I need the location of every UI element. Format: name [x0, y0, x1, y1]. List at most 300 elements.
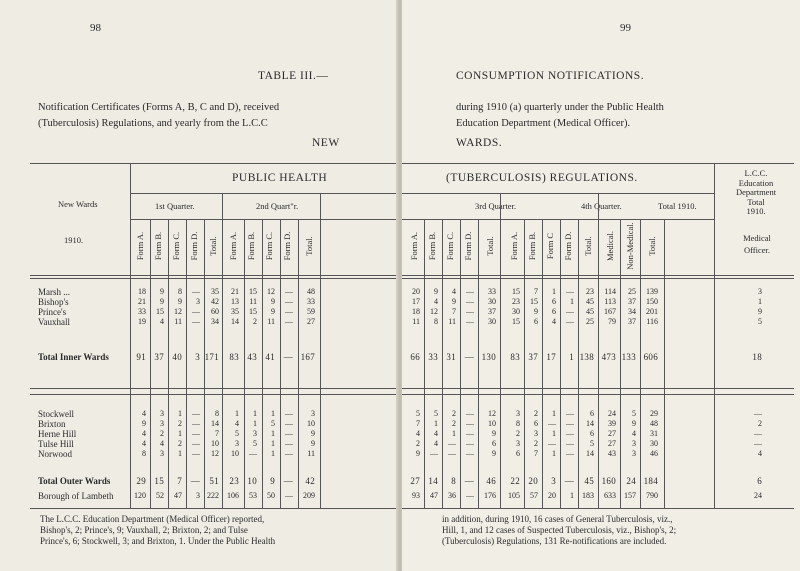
outer-ward-row-cell: 4: [434, 429, 438, 438]
outer-total-row-cell: 29: [136, 476, 146, 486]
outer-ward-row-cell: 4: [142, 429, 146, 438]
outer-ward-row-cell: —: [285, 449, 293, 458]
outer-ward-row-cell: 1: [434, 419, 438, 428]
inner-ward-row-cell: 4: [452, 287, 456, 296]
outer-total-row-cell: 160: [601, 476, 616, 486]
header-q2: 2nd Quart"r.: [256, 201, 299, 211]
inner-ward-row-cell: 59: [307, 307, 315, 316]
column-rule: [262, 219, 263, 508]
borough-row-cell: 57: [530, 491, 538, 500]
inner-ward-row-cell: 9: [178, 297, 182, 306]
inner-ward-row-cell: 12: [174, 307, 182, 316]
inner-ward-row-cell: 201: [646, 307, 658, 316]
inner-ward-row-cell: 21: [231, 287, 239, 296]
table-title: TABLE III.—: [258, 70, 329, 82]
inner-ward-row-cell: 14: [231, 317, 239, 326]
borough-row-cell: 106: [227, 491, 239, 500]
outer-ward-row-cell: 4: [632, 429, 636, 438]
inner-ward-row-cell: 15: [249, 287, 257, 296]
borough-row-cell: 105: [508, 491, 520, 500]
outer-ward-row-cell: —: [285, 439, 293, 448]
column-header-right-7: Form C: [545, 232, 555, 260]
inner-ward-row-cell: 37: [488, 307, 496, 316]
inner-ward-row-label: Prince's: [38, 307, 67, 317]
borough-row-cell: 47: [174, 491, 182, 500]
outer-ward-row-cell: 1: [552, 449, 556, 458]
inner-total-row-cell: 17: [546, 352, 556, 362]
outer-ward-row-cell: 3: [235, 439, 239, 448]
inner-ward-row-cell: 30: [488, 297, 496, 306]
inner-total-row-cell: 33: [428, 352, 438, 362]
right-intro-line-1: during 1910 (a) quarterly under the Public Health: [456, 102, 664, 113]
outer-ward-row-cell: 12: [488, 409, 496, 418]
outer-ward-row-cell: 4: [160, 439, 164, 448]
header-regulations: (TUBERCULOSIS) REGULATIONS.: [446, 172, 638, 184]
borough-row-cell: 36: [448, 491, 456, 500]
inner-ward-row-cell: 42: [211, 297, 219, 306]
outer-ward-row-cell: 8: [516, 419, 520, 428]
outer-ward-row-cell: 7: [416, 419, 420, 428]
inner-ward-row-cell: 30: [512, 307, 520, 316]
inner-ward-row-cell: 9: [434, 287, 438, 296]
column-rule: [560, 219, 561, 508]
outer-ward-row-cell: 12: [211, 449, 219, 458]
inner-total-row-cell: 171: [204, 352, 219, 362]
column-rule: [186, 219, 187, 508]
footnote-left-2: Bishop's, 2; Prince's, 9; Vauxhall, 2; Brixton, 2; and Tulse: [40, 525, 248, 535]
inner-ward-row-cell: —: [566, 317, 574, 326]
outer-total-row-cell: 24: [626, 476, 636, 486]
outer-ward-row-cell: 2: [516, 429, 520, 438]
inner-ward-row-cell: —: [192, 287, 200, 296]
outer-ward-row-cell: 3: [516, 409, 520, 418]
outer-ward-row-cell: 5: [253, 439, 257, 448]
outer-ward-row-cell: 31: [650, 429, 658, 438]
borough-row-cell: 20: [548, 491, 556, 500]
inner-ward-row-cell: —: [566, 307, 574, 316]
column-header-right-2: Form C.: [445, 231, 455, 261]
inner-ward-row-cell: 79: [608, 317, 616, 326]
outer-ward-row-cell: 1: [178, 429, 182, 438]
header-q1: 1st Quarter.: [155, 201, 195, 211]
borough-row-cell: 52: [156, 491, 164, 500]
footnote-right-3: (Tuberculosis) Regulations, 131 Re-notifications are included.: [442, 536, 667, 546]
borough-row-cell: 120: [134, 491, 146, 500]
column-header-right-10: Medical.: [605, 231, 615, 261]
outer-ward-row-cell: —: [448, 449, 456, 458]
column-rule: [524, 219, 525, 508]
column-rule: [204, 219, 205, 508]
outer-total-row-cell: 15: [154, 476, 164, 486]
column-rule: [598, 193, 599, 508]
inner-ward-row-cell: —: [466, 287, 474, 296]
outer-total-row-cell: 184: [643, 476, 658, 486]
outer-ward-row-cell: 48: [650, 419, 658, 428]
inner-ward-row-cell: 139: [646, 287, 658, 296]
borough-row-cell: 790: [646, 491, 658, 500]
outer-ward-row-cell: 9: [311, 439, 315, 448]
inner-total-row-cell: 83: [229, 352, 239, 362]
inner-ward-row-cell: 1: [552, 287, 556, 296]
outer-ward-row-cell: —: [566, 449, 574, 458]
inner-total-row-cell: 66: [410, 352, 420, 362]
inner-ward-row-cell: 19: [138, 317, 146, 326]
inner-total-row-cell: 18: [752, 352, 762, 362]
outer-total-row-cell: 14: [428, 476, 438, 486]
inner-ward-row-cell: 1: [758, 297, 762, 306]
column-header-right-8: Form D.: [563, 231, 573, 261]
outer-ward-row-cell: 4: [142, 439, 146, 448]
borough-row-cell: 222: [207, 491, 219, 500]
column-rule: [424, 219, 425, 508]
inner-ward-row-cell: 12: [267, 287, 275, 296]
outer-ward-row-label: Herne Hill: [38, 429, 77, 439]
inner-total-row-cell: 3: [195, 352, 200, 362]
outer-ward-row-cell: 9: [311, 429, 315, 438]
outer-total-row-cell: 10: [247, 476, 257, 486]
inner-total-row-cell: 130: [481, 352, 496, 362]
inner-total-row-cell: 37: [528, 352, 538, 362]
inner-ward-row-cell: 3: [758, 287, 762, 296]
column-header-right-11: Non-Medical.: [625, 222, 635, 270]
outer-ward-row-cell: 9: [492, 429, 496, 438]
outer-ward-row-cell: 7: [215, 429, 219, 438]
column-header-left-3: Form D.: [189, 231, 199, 261]
inner-ward-row-cell: 6: [534, 317, 538, 326]
column-header-right-12: Total.: [647, 236, 657, 256]
outer-ward-row-cell: —: [566, 429, 574, 438]
outer-total-row-cell: 22: [510, 476, 520, 486]
outer-ward-row-cell: 8: [142, 449, 146, 458]
inner-ward-row-cell: 11: [249, 297, 257, 306]
inner-total-row-cell: 167: [300, 352, 315, 362]
inner-ward-row-cell: —: [285, 307, 293, 316]
column-header-left-2: Form C.: [171, 231, 181, 261]
inner-ward-row-cell: 45: [586, 307, 594, 316]
outer-ward-row-cell: 1: [271, 449, 275, 458]
outer-ward-row-cell: 3: [160, 419, 164, 428]
outer-ward-row-cell: 6: [492, 439, 496, 448]
outer-ward-row-cell: 46: [650, 449, 658, 458]
outer-ward-row-cell: —: [466, 429, 474, 438]
borough-row-cell: 24: [754, 491, 762, 500]
footnote-right-1: in addition, during 1910, 16 cases of General Tuberculosis, viz.,: [442, 514, 673, 524]
borough-row-cell: 93: [412, 491, 420, 500]
outer-ward-row-cell: 5: [434, 409, 438, 418]
outer-ward-row-cell: 2: [534, 439, 538, 448]
inner-ward-row-cell: —: [285, 287, 293, 296]
inner-ward-row-label: Marsh ...: [38, 287, 70, 297]
inner-ward-row-cell: 35: [231, 307, 239, 316]
outer-ward-row-cell: —: [192, 409, 200, 418]
inner-ward-row-cell: 4: [552, 317, 556, 326]
inner-ward-row-cell: 25: [628, 287, 636, 296]
outer-ward-row-cell: 3: [632, 449, 636, 458]
outer-ward-row-cell: 3: [160, 449, 164, 458]
inner-ward-row-cell: 15: [512, 287, 520, 296]
outer-ward-row-cell: —: [566, 439, 574, 448]
inner-total-row-cell: 606: [643, 352, 658, 362]
footnote-left-1: The L.C.C. Education Department (Medical Officer) reported,: [40, 514, 265, 524]
inner-ward-row-cell: 9: [160, 297, 164, 306]
inner-ward-row-cell: 113: [604, 297, 616, 306]
inner-total-row-cell: —: [283, 352, 293, 362]
outer-ward-row-label: Brixton: [38, 419, 66, 429]
borough-row-cell: —: [466, 491, 474, 500]
new-label: NEW: [312, 137, 340, 149]
column-header-left-4: Total.: [208, 236, 218, 256]
outer-ward-row-cell: 2: [452, 419, 456, 428]
inner-ward-row-cell: 13: [231, 297, 239, 306]
left-page: [0, 0, 398, 571]
outer-ward-row-cell: 6: [534, 419, 538, 428]
page-number-right: 99: [620, 22, 631, 34]
outer-ward-row-cell: 7: [534, 449, 538, 458]
outer-ward-row-cell: —: [566, 419, 574, 428]
outer-total-row-cell: 27: [410, 476, 420, 486]
wards-label: WARDS.: [456, 137, 503, 149]
outer-ward-row-cell: 1: [552, 429, 556, 438]
column-rule: [150, 219, 151, 508]
inner-total-row-cell: —: [464, 352, 474, 362]
outer-ward-row-cell: 3: [516, 439, 520, 448]
outer-ward-row-cell: —: [466, 439, 474, 448]
outer-total-row-cell: 46: [486, 476, 496, 486]
outer-ward-row-cell: 1: [271, 409, 275, 418]
inner-ward-row-cell: 37: [628, 297, 636, 306]
outer-ward-row-label: Stockwell: [38, 409, 74, 419]
outer-ward-row-cell: 24: [608, 409, 616, 418]
inner-ward-row-cell: 4: [434, 297, 438, 306]
outer-ward-row-cell: 29: [650, 409, 658, 418]
outer-ward-row-cell: —: [548, 439, 556, 448]
outer-ward-row-cell: 9: [492, 449, 496, 458]
outer-ward-row-cell: 1: [452, 429, 456, 438]
column-header-right-0: Form A.: [409, 231, 419, 261]
column-header-right-3: Form D.: [463, 231, 473, 261]
borough-row-cell: 176: [484, 491, 496, 500]
inner-total-row-cell: 41: [265, 352, 275, 362]
outer-ward-row-cell: —: [430, 449, 438, 458]
inner-ward-row-cell: 12: [430, 307, 438, 316]
inner-ward-row-cell: 6: [552, 307, 556, 316]
header-q3: 3rd Quarter.: [475, 201, 517, 211]
outer-ward-row-cell: 14: [586, 419, 594, 428]
inner-ward-row-cell: 7: [534, 287, 538, 296]
inner-ward-row-cell: 3: [196, 297, 200, 306]
column-rule: [500, 193, 501, 508]
inner-ward-row-cell: 15: [512, 317, 520, 326]
outer-total-row-cell: 20: [528, 476, 538, 486]
inner-total-row-label: Total Inner Wards: [38, 352, 109, 362]
inner-ward-row-cell: 11: [412, 317, 420, 326]
outer-ward-row-cell: —: [192, 429, 200, 438]
outer-ward-row-cell: —: [285, 429, 293, 438]
header-year: 1910.: [64, 235, 84, 245]
outer-ward-row-cell: 2: [758, 419, 762, 428]
outer-ward-row-cell: 3: [160, 409, 164, 418]
outer-ward-row-cell: 6: [590, 409, 594, 418]
inner-total-row-cell: 133: [621, 352, 636, 362]
inner-ward-row-cell: 8: [178, 287, 182, 296]
inner-ward-row-cell: 48: [307, 287, 315, 296]
inner-ward-row-cell: 27: [307, 317, 315, 326]
outer-ward-row-cell: —: [466, 419, 474, 428]
outer-ward-row-cell: —: [285, 419, 293, 428]
inner-total-row-cell: 31: [446, 352, 456, 362]
outer-ward-row-label: Tulse Hill: [38, 439, 74, 449]
column-rule: [244, 219, 245, 508]
outer-ward-row-cell: 6: [590, 429, 594, 438]
inner-ward-row-cell: 18: [412, 307, 420, 316]
right-page: [402, 0, 800, 571]
column-rule: [478, 219, 479, 508]
inner-ward-row-label: Bishop's: [38, 297, 69, 307]
inner-ward-row-cell: 23: [586, 287, 594, 296]
borough-row-cell: 47: [430, 491, 438, 500]
header-new-wards: New Wards: [58, 199, 98, 209]
header-public-health: PUBLIC HEALTH: [232, 172, 328, 184]
outer-ward-row-cell: 39: [608, 419, 616, 428]
outer-ward-row-cell: —: [249, 449, 257, 458]
outer-ward-row-cell: —: [448, 439, 456, 448]
inner-ward-row-cell: 15: [530, 297, 538, 306]
column-header-right-6: Form B.: [527, 231, 537, 261]
inner-ward-row-cell: 167: [604, 307, 616, 316]
inner-ward-row-cell: 17: [412, 297, 420, 306]
header-total-1910: Total 1910.: [658, 201, 697, 211]
inner-ward-row-cell: 23: [512, 297, 520, 306]
inner-ward-row-cell: —: [466, 317, 474, 326]
outer-ward-row-cell: 1: [253, 409, 257, 418]
inner-ward-row-cell: 6: [552, 297, 556, 306]
outer-ward-row-cell: 5: [271, 419, 275, 428]
inner-total-row-cell: 91: [136, 352, 146, 362]
outer-total-row-cell: 7: [177, 476, 182, 486]
borough-row-cell: 1: [570, 491, 574, 500]
outer-ward-row-cell: 10: [488, 419, 496, 428]
inner-total-row-cell: 37: [154, 352, 164, 362]
header-lcc: L.C.C. Education Department Total 1910.: [735, 168, 777, 216]
outer-ward-row-cell: 5: [590, 439, 594, 448]
inner-ward-row-cell: 11: [267, 317, 275, 326]
column-header-right-5: Form A.: [509, 231, 519, 261]
outer-ward-row-cell: 14: [211, 419, 219, 428]
column-rule: [280, 219, 281, 508]
right-intro-line-2: Education Department (Medical Officer).: [456, 118, 631, 129]
inner-ward-row-cell: 114: [604, 287, 616, 296]
page-number-left: 98: [90, 22, 101, 34]
outer-ward-row-cell: —: [192, 439, 200, 448]
column-rule: [442, 219, 443, 508]
inner-ward-row-cell: 150: [646, 297, 658, 306]
column-rule: [222, 193, 223, 508]
borough-row-cell: 3: [196, 491, 200, 500]
inner-ward-row-cell: 15: [156, 307, 164, 316]
column-rule: [298, 219, 299, 508]
outer-ward-row-cell: 11: [307, 449, 315, 458]
outer-total-row-cell: —: [190, 476, 200, 486]
outer-ward-row-cell: —: [466, 409, 474, 418]
borough-row-cell: 633: [604, 491, 616, 500]
inner-total-row-cell: 473: [601, 352, 616, 362]
outer-ward-row-cell: —: [566, 409, 574, 418]
inner-ward-row-cell: 45: [586, 297, 594, 306]
inner-ward-row-cell: 7: [452, 307, 456, 316]
inner-total-row-cell: 43: [247, 352, 257, 362]
intro-line-1: Notification Certificates (Forms A, B, C and D), received: [38, 102, 280, 113]
outer-ward-row-cell: 4: [235, 419, 239, 428]
outer-ward-row-cell: 9: [142, 419, 146, 428]
borough-row-cell: 50: [267, 491, 275, 500]
outer-ward-row-cell: 1: [253, 419, 257, 428]
outer-ward-row-cell: 4: [434, 439, 438, 448]
outer-ward-row-cell: —: [466, 449, 474, 458]
outer-ward-row-cell: 5: [632, 409, 636, 418]
column-rule: [320, 193, 321, 508]
outer-ward-row-label: Norwood: [38, 449, 72, 459]
inner-total-row-cell: 138: [579, 352, 594, 362]
outer-ward-row-cell: 1: [271, 429, 275, 438]
inner-total-row-cell: 1: [569, 352, 574, 362]
outer-ward-row-cell: 1: [552, 409, 556, 418]
outer-ward-row-cell: 3: [534, 429, 538, 438]
inner-ward-row-cell: 33: [138, 307, 146, 316]
outer-total-row-cell: 42: [305, 476, 315, 486]
column-header-left-6: Form B.: [246, 231, 256, 261]
outer-total-row-cell: —: [564, 476, 574, 486]
outer-total-row-cell: 45: [584, 476, 594, 486]
column-rule: [168, 219, 169, 508]
column-header-right-4: Total.: [485, 236, 495, 256]
outer-total-row-label: Total Outer Wards: [38, 476, 111, 486]
outer-total-row-cell: 6: [757, 476, 762, 486]
outer-ward-row-cell: 2: [178, 419, 182, 428]
header-medical-officer: Medical Officer.: [743, 233, 771, 255]
header-q4: 4th Quarter.: [581, 201, 622, 211]
column-header-left-8: Form D.: [282, 231, 292, 261]
footnote-left-3: Prince's, 6; Stockwell, 3; and Brixton, 1. Under the Public Health: [40, 536, 276, 546]
inner-ward-row-cell: —: [466, 297, 474, 306]
outer-ward-row-cell: 10: [307, 419, 315, 428]
column-header-left-9: Total.: [304, 236, 314, 256]
inner-ward-row-cell: 34: [211, 317, 219, 326]
outer-ward-row-cell: 27: [608, 429, 616, 438]
column-rule: [542, 219, 543, 508]
borough-row-cell: —: [285, 491, 293, 500]
column-header-left-7: Form C.: [264, 231, 274, 261]
inner-ward-row-cell: 11: [174, 317, 182, 326]
outer-ward-row-cell: 3: [632, 439, 636, 448]
outer-ward-row-cell: 9: [632, 419, 636, 428]
outer-ward-row-cell: 1: [178, 449, 182, 458]
inner-ward-row-cell: 15: [249, 307, 257, 316]
column-header-right-1: Form B.: [427, 231, 437, 261]
outer-total-row-cell: —: [464, 476, 474, 486]
inner-ward-row-cell: 1: [570, 297, 574, 306]
outer-ward-row-cell: —: [285, 409, 293, 418]
inner-ward-row-label: Vauxhall: [38, 317, 70, 327]
borough-row-cell: 157: [624, 491, 636, 500]
inner-ward-row-cell: 116: [646, 317, 658, 326]
inner-ward-row-cell: 9: [452, 297, 456, 306]
inner-ward-row-cell: 21: [138, 297, 146, 306]
outer-ward-row-cell: —: [754, 429, 762, 438]
outer-ward-row-cell: 2: [416, 439, 420, 448]
outer-ward-row-cell: 2: [452, 409, 456, 418]
inner-ward-row-cell: 2: [253, 317, 257, 326]
outer-ward-row-cell: 9: [416, 449, 420, 458]
